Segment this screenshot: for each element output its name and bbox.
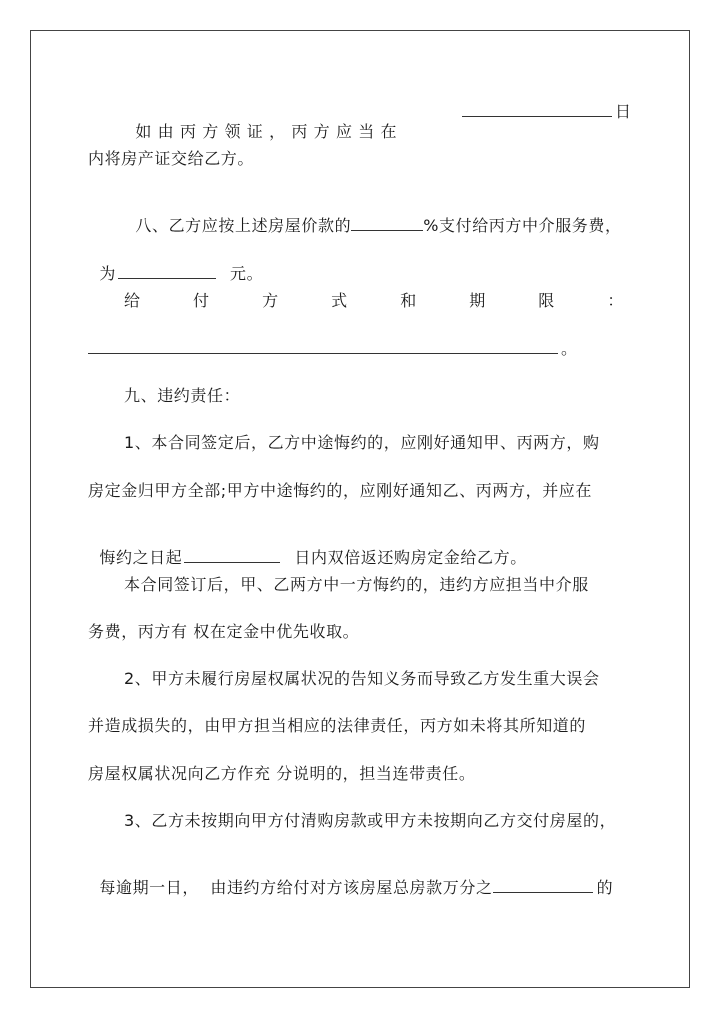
page-border <box>30 30 690 988</box>
p8-line2 <box>88 858 613 898</box>
p2-line1-post: %支付给丙方中介服务费， <box>423 216 622 235</box>
p2-line2-pre: 为 <box>99 264 116 283</box>
blank-days-2 <box>184 548 280 563</box>
blank-days-1 <box>462 102 612 117</box>
blank-payment-method <box>88 339 558 354</box>
p5-line3 <box>88 528 527 568</box>
p1-line2: 内将房产证交给乙方。 <box>88 149 255 168</box>
p3-line1 <box>124 291 624 311</box>
p3-char: 和 <box>400 291 417 310</box>
p3-char: 期 <box>469 291 486 310</box>
p5-line1: 1、本合同签定后，乙方中途悔约的，应刚好通知甲、丙两方，购 <box>124 433 600 452</box>
p2-line1-pre: 八、乙方应按上述房屋价款的 <box>135 216 352 235</box>
p1-line1-text: 如 由 丙 方 领 证 ， 丙 方 应 当 在 <box>135 122 398 141</box>
p3-char: 给 <box>124 291 141 310</box>
p3-char: ： <box>607 291 624 310</box>
p2-line2-post: 元。 <box>229 264 264 283</box>
p5-line2: 房定金归甲方全部;甲方中途悔约的，应刚好通知乙、丙两方，并应在 <box>88 481 592 500</box>
blank-amount <box>118 264 216 279</box>
p6-line2: 务费，丙方有 权在定金中优先收取。 <box>88 622 360 641</box>
p5-line3-pre: 悔约之日起 <box>99 548 183 567</box>
p8-line1: 3、乙方未按期向甲方付清购房款或甲方未按期向乙方交付房屋的， <box>124 811 617 830</box>
p8-line2-post: 的 <box>596 878 614 897</box>
p7-line1: 2、甲方未履行房屋权属状况的告知义务而导致乙方发生重大误会 <box>124 669 600 688</box>
p3-char: 方 <box>262 291 279 310</box>
section-heading: 九、违约责任： <box>124 386 241 405</box>
p3-line2-end: 。 <box>561 339 578 358</box>
p7-line3: 房屋权属状况向乙方作充 分说明的，担当连带责任。 <box>88 764 476 783</box>
p5-line3-post: 日内双倍返还购房定金给乙方。 <box>294 548 527 567</box>
p1-line1-end: 日 <box>615 102 632 121</box>
p7-line2: 并造成损失的，由甲方担当相应的法律责任，丙方如未将其所知道的 <box>88 716 587 735</box>
p8-line2-pre: 每逾期一日， 由违约方给付对方该房屋总房款万分之 <box>99 878 493 897</box>
p1-line1 <box>124 102 397 142</box>
p3-char: 限 <box>538 291 555 310</box>
blank-percent <box>351 216 423 231</box>
blank-penalty-rate <box>493 878 593 893</box>
p2-line1 <box>124 196 622 236</box>
p2-line2 <box>88 244 263 284</box>
p6-line1: 本合同签订后，甲、乙两方中一方悔约的，违约方应担当中介服 <box>124 575 589 594</box>
p3-char: 式 <box>331 291 348 310</box>
p3-char: 付 <box>193 291 210 310</box>
